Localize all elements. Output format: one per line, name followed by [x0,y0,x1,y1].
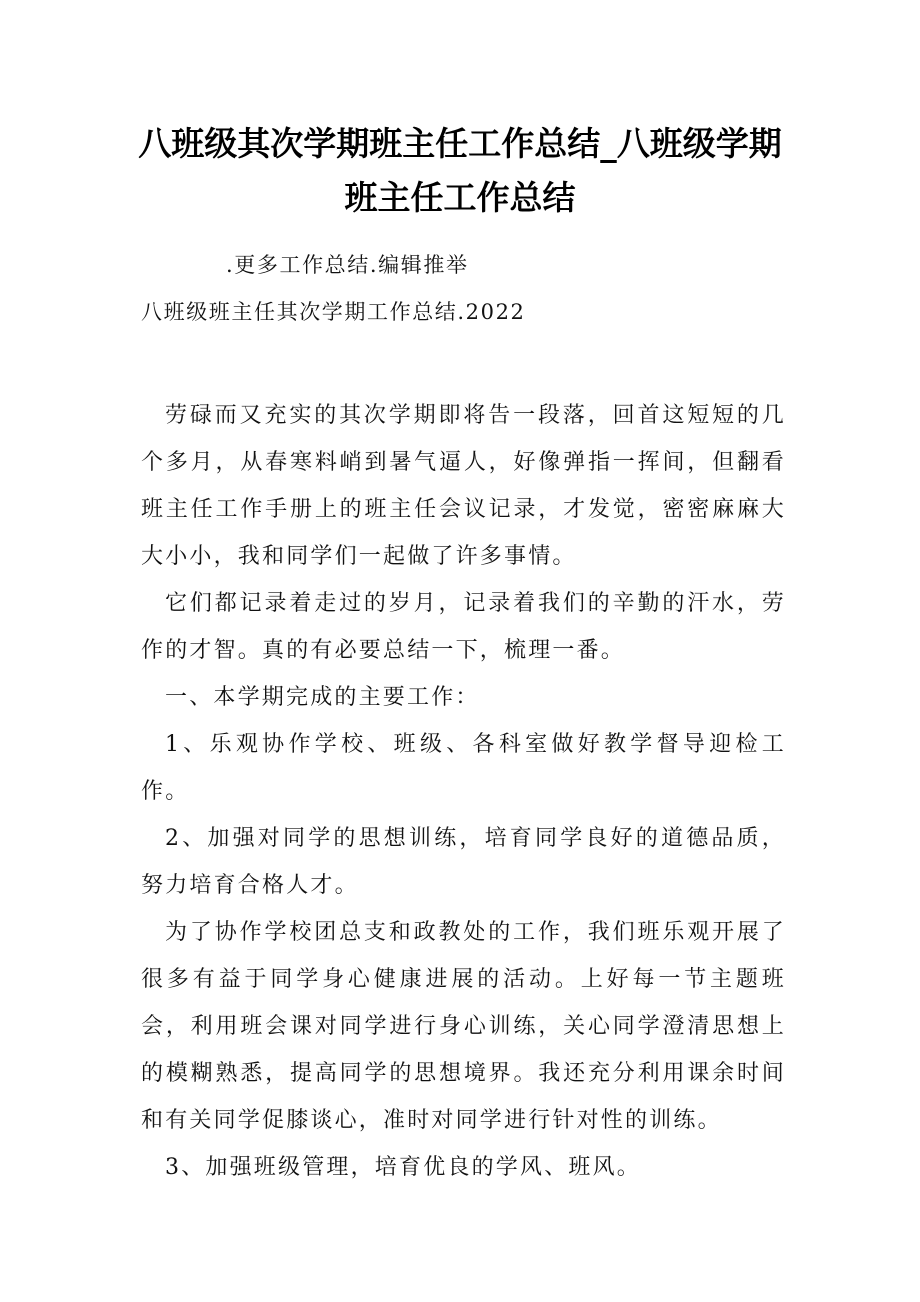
list-item-1: 1、乐观协作学校、班级、各科室做好教学督导迎检工作。 [141,732,786,804]
document-title: 八班级其次学期班主任工作总结_八班级学期班主任工作总结 [138,124,782,217]
list-item-3: 3、加强班级管理，培育优良的学风、班风。 [165,1155,641,1180]
recommendation-line: .更多工作总结.编辑推举 [226,253,469,277]
paragraph-intro: 劳碌而又充实的其次学期即将告一段落，回首这短短的几个多月，从春寒料峭到暑气逼人，好像弹指一挥间，但翻看班主任工作手册上的班主任会议记录，才发觉，密密麻麻大大小小，我和同学们一起做了许多事情。 [141,403,786,569]
paragraph-activities: 为了协作学校团总支和政教处的工作，我们班乐观开展了很多有益于同学身心健康进展的活动。上好每一节主题班会，利用班会课对同学进行身心训练，关心同学澄清思想上的模糊熟悉，提高同学的思想境界。我还充分利用课余时间和有关同学促膝谈心，准时对同学进行针对性的训练。 [141,920,786,1133]
section-heading-main-work: 一、本学期完成的主要工作： [165,685,480,710]
list-item-2: 2、加强对同学的思想训练，培育同学良好的道德品质，努力培育合格人才。 [141,826,786,898]
subtitle-line: 八班级班主任其次学期工作总结.2022 [141,300,526,324]
paragraph-records: 它们都记录着走过的岁月，记录着我们的辛勤的汗水，劳作的才智。真的有必要总结一下，梳理一番。 [141,591,786,663]
document-body [141,392,786,1191]
